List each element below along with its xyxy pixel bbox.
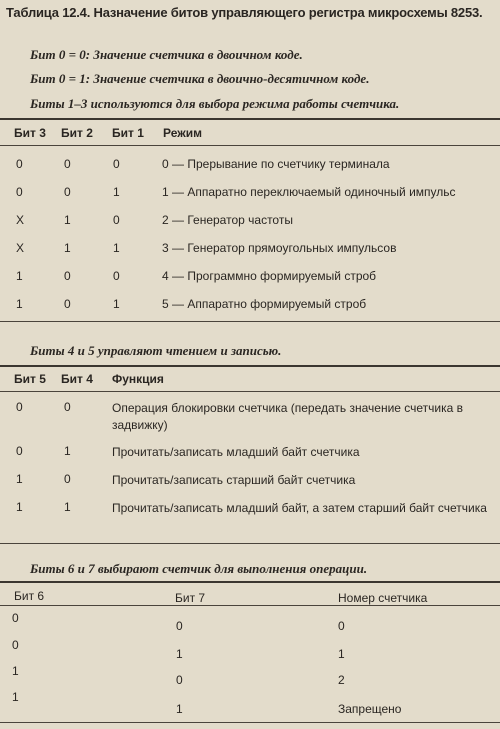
table3-cell: 0 xyxy=(12,638,19,652)
table3-top-rule xyxy=(0,581,500,583)
table1-header-mode: Режим xyxy=(163,126,202,140)
table1-header-bit2: Бит 2 xyxy=(61,126,93,140)
table2-cell: 0 xyxy=(64,472,71,486)
table1-header-rule xyxy=(0,145,500,146)
table3-cell: 1 xyxy=(338,647,345,661)
table3-cell: 0 xyxy=(12,611,19,625)
table2-cell: 0 xyxy=(64,400,71,414)
table1-cell: 1 xyxy=(16,269,23,283)
table3-cell: 0 xyxy=(338,619,345,633)
table2-header-bit5: Бит 5 xyxy=(14,372,46,386)
table3-cell: Запрещено xyxy=(338,702,402,716)
table2-cell: 1 xyxy=(64,444,71,458)
table1-header-bit3: Бит 3 xyxy=(14,126,46,140)
table1-cell: 0 — Прерывание по счетчику терминала xyxy=(162,157,390,171)
table1-cell: 0 xyxy=(113,157,120,171)
table1-cell: X xyxy=(16,213,25,227)
table1-cell: 1 xyxy=(113,297,120,311)
table1-cell: 1 xyxy=(16,297,23,311)
table1-cell: 4 — Программно формируемый строб xyxy=(162,269,377,283)
table1-cell: 1 — Аппаратно переключаемый одиночный импульс xyxy=(162,185,456,199)
table1-cell: 0 xyxy=(16,157,23,171)
note-bits-4-5: Биты 4 и 5 управляют чтением и записью. xyxy=(30,343,282,358)
table1-cell: 0 xyxy=(113,269,120,283)
note-bit0-zero: Бит 0 = 0: Значение счетчика в двоичном коде. xyxy=(30,47,303,62)
table1-cell: 5 — Аппаратно формируемый строб xyxy=(162,297,367,311)
table2-cell: 1 xyxy=(64,500,71,514)
table3-cell: 1 xyxy=(176,702,183,716)
table1-cell: X xyxy=(16,241,25,255)
table1-cell: 2 — Генератор частоты xyxy=(162,213,293,227)
table2-cell: Прочитать/записать младший байт счетчика xyxy=(112,445,360,459)
table2-header-rule xyxy=(0,391,500,392)
table1-cell: 1 xyxy=(113,185,120,199)
table-caption: Таблица 12.4. Назначение битов управляющего регистра микросхемы 8253. xyxy=(6,5,483,20)
table1-cell: 3 — Генератор прямоугольных импульсов xyxy=(162,241,397,255)
table2-header-function: Функция xyxy=(112,372,164,386)
note-bits-1-3: Биты 1–3 используются для выбора режима работы счетчика. xyxy=(30,96,400,111)
table1-bottom-rule xyxy=(0,321,500,322)
table1-cell: 0 xyxy=(64,269,71,283)
table1-header-bit1: Бит 1 xyxy=(112,126,144,140)
table2-cell: 0 xyxy=(16,400,23,414)
table3-header-rule xyxy=(0,605,500,606)
table1-cell: 0 xyxy=(64,297,71,311)
table2-cell: 1 xyxy=(16,500,23,514)
table3-cell: 1 xyxy=(12,690,19,704)
table3-header-counter-number: Номер счетчика xyxy=(338,591,428,605)
table3-header-bit7: Бит 7 xyxy=(175,591,206,605)
table3-cell: 0 xyxy=(176,619,183,633)
table1-cell: 0 xyxy=(113,213,120,227)
table3-cell: 2 xyxy=(338,673,345,687)
table3-cell: 1 xyxy=(12,664,19,678)
table1-cell: 0 xyxy=(16,185,23,199)
table3-header-bit6: Бит 6 xyxy=(14,589,45,603)
table2-cell: 1 xyxy=(16,472,23,486)
table2-cell: Прочитать/записать младший байт, а затем старший байт счетчика xyxy=(112,501,487,515)
table1-top-rule xyxy=(0,118,500,120)
note-bit0-one: Бит 0 = 1: Значение счетчика в двоично-десятичном коде. xyxy=(30,71,370,86)
table2-cell: 0 xyxy=(16,444,23,458)
note-bits-6-7: Биты 6 и 7 выбирают счетчик для выполнения операции. xyxy=(30,561,368,576)
table1-cell: 1 xyxy=(64,241,71,255)
table3-cell: 1 xyxy=(176,647,183,661)
table2-header-bit4: Бит 4 xyxy=(61,372,93,386)
table3-cell: 0 xyxy=(176,673,183,687)
table1-cell: 1 xyxy=(113,241,120,255)
table2-bottom-rule xyxy=(0,543,500,544)
table1-cell: 0 xyxy=(64,185,71,199)
table1-cell: 1 xyxy=(64,213,71,227)
table2-cell: Операция блокировки счетчика (передать значение счетчика в задвижку) xyxy=(112,401,464,432)
table2-cell: Прочитать/записать старший байт счетчика xyxy=(112,473,356,487)
table1-cell: 0 xyxy=(64,157,71,171)
table2-top-rule xyxy=(0,365,500,367)
table3-bottom-rule xyxy=(0,722,500,723)
